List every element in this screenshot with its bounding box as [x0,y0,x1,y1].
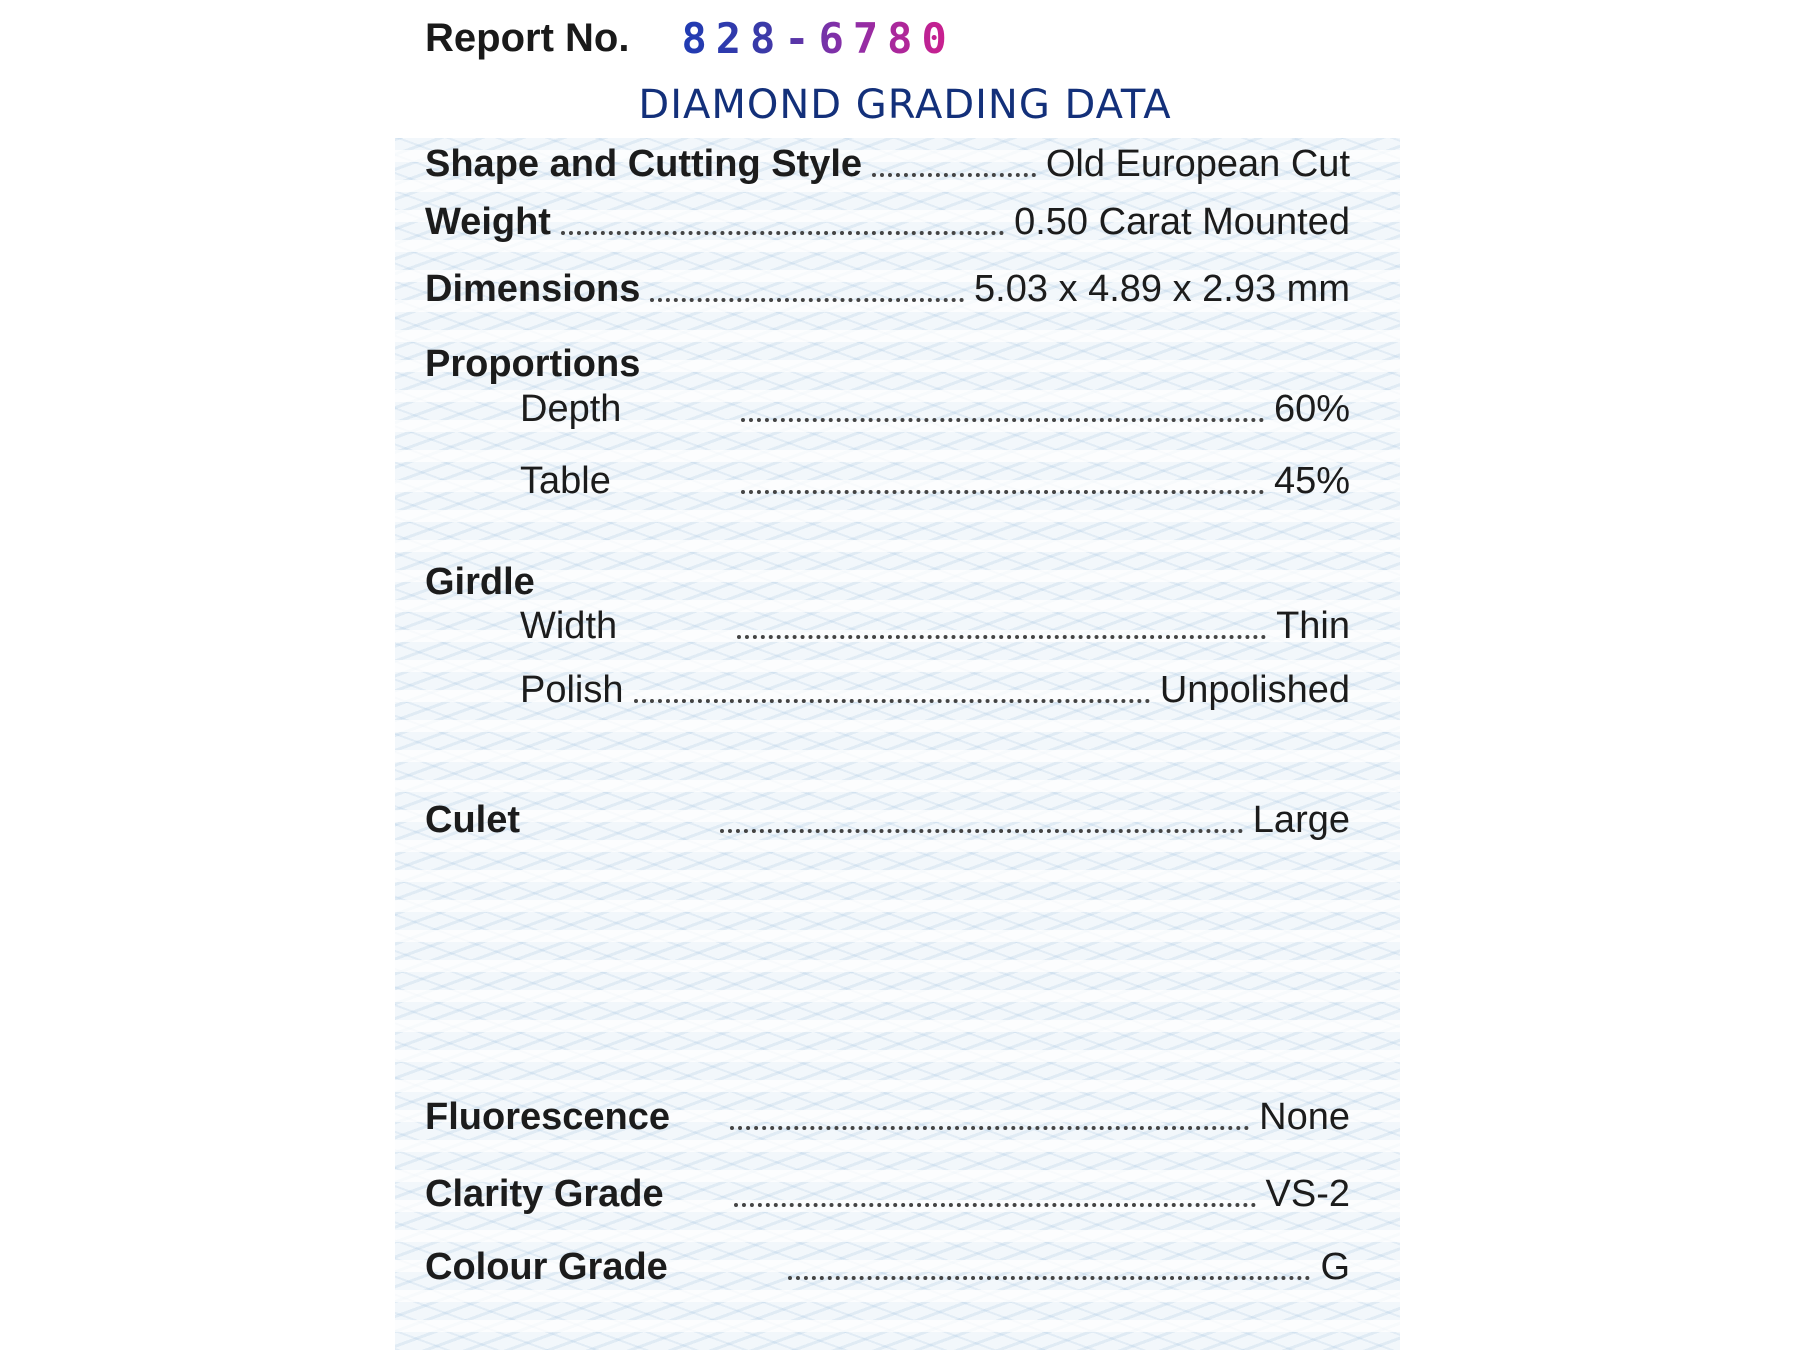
row-fluorescence [425,1098,1350,1136]
security-pattern-panel [395,138,1400,1350]
row-depth [425,390,1350,428]
girdle-polish-value: Unpolished [1159,669,1350,711]
row-culet [425,801,1350,839]
colour-label: Colour Grade [425,1246,668,1288]
dot-leader [650,298,964,302]
depth-value: 60% [1273,388,1350,430]
report-label: Report No. [425,15,630,60]
row-dimensions [425,270,1350,308]
row-clarity [425,1175,1350,1213]
row-table [425,462,1350,500]
colour-value: G [1320,1246,1350,1288]
clarity-label: Clarity Grade [425,1173,664,1215]
proportions-heading: Proportions [425,343,641,385]
depth-label: Depth [520,388,622,430]
dot-leader [734,1203,1256,1207]
row-colour [425,1248,1350,1286]
dimensions-value: 5.03 x 4.89 x 2.93 mm [974,268,1350,310]
fluorescence-value: None [1259,1096,1350,1138]
weight-value: 0.50 Carat Mounted [1014,201,1350,243]
dot-leader [720,829,1243,833]
dot-leader [741,418,1264,422]
girdle-width-value: Thin [1276,605,1350,647]
table-label: Table [520,460,611,502]
fluorescence-label: Fluorescence [425,1096,670,1138]
row-shape [425,145,1350,183]
shape-label: Shape and Cutting Style [425,143,863,185]
girdle-heading: Girdle [425,561,535,603]
weight-label: Weight [425,201,551,243]
dot-leader [741,490,1264,494]
girdle-polish-label: Polish [520,669,624,711]
row-weight [425,203,1350,241]
culet-label: Culet [425,799,520,841]
dimensions-label: Dimensions [425,268,641,310]
table-value: 45% [1273,460,1350,502]
report-number-line [425,8,956,68]
row-girdle-polish [425,671,1350,709]
shape-value: Old European Cut [1045,143,1350,185]
culet-value: Large [1252,799,1350,841]
dot-leader [872,173,1036,177]
dot-leader [634,699,1150,703]
section-title: DIAMOND GRADING DATA [638,82,1172,128]
girdle-width-label: Width [520,605,618,647]
dot-leader [737,635,1266,639]
dot-leader [561,231,1004,235]
dot-leader [730,1126,1249,1130]
row-girdle-width [425,607,1350,645]
clarity-value: VS-2 [1265,1173,1350,1215]
report-number: 828-6780 [681,13,956,63]
dot-leader [788,1276,1311,1280]
